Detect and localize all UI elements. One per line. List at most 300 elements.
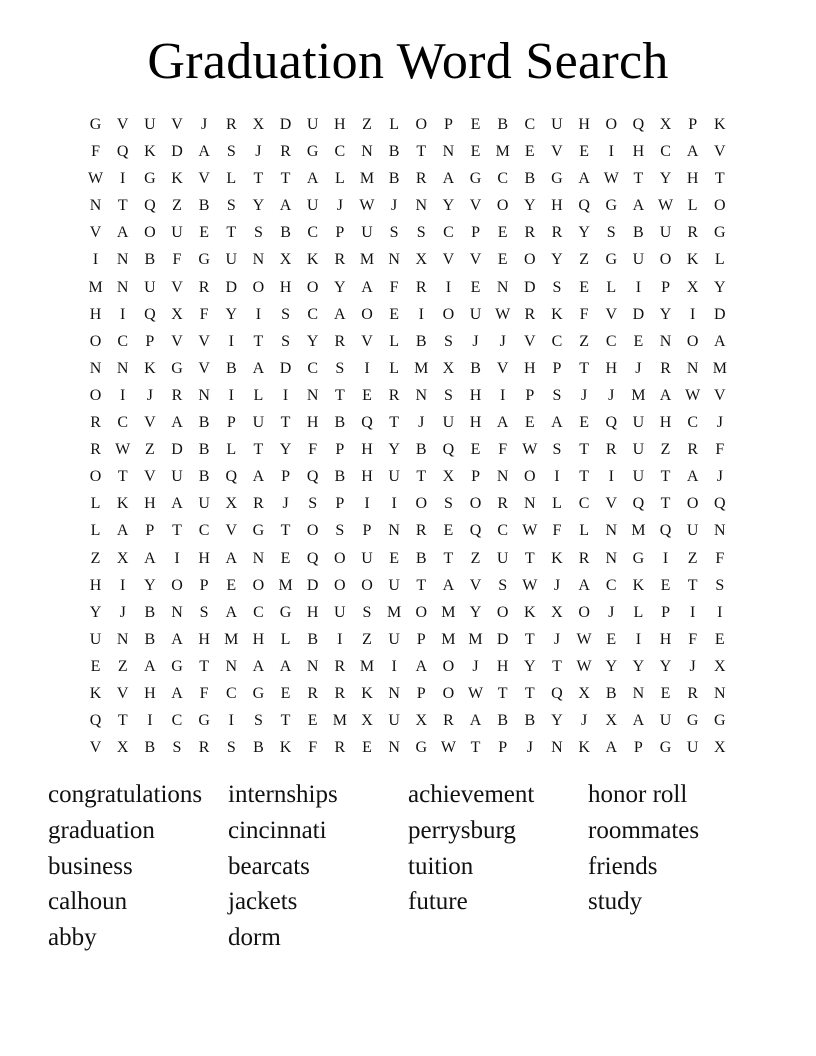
grid-letter[interactable]: V — [469, 251, 482, 269]
grid-letter[interactable]: U — [551, 116, 563, 133]
grid-letter[interactable]: M — [387, 603, 402, 621]
grid-letter[interactable]: Q — [551, 684, 563, 702]
grid-letter[interactable]: L — [389, 332, 399, 350]
grid-letter[interactable]: R — [90, 414, 101, 432]
grid-letter[interactable]: H — [361, 468, 373, 486]
grid-letter[interactable]: Y — [469, 603, 482, 621]
grid-letter[interactable]: A — [415, 657, 428, 675]
grid-letter[interactable]: N — [388, 739, 400, 757]
grid-letter[interactable]: P — [688, 116, 698, 133]
grid-letter[interactable]: C — [578, 495, 590, 513]
grid-letter[interactable]: E — [524, 143, 535, 161]
grid-letter[interactable]: R — [415, 278, 427, 296]
grid-letter[interactable]: O — [252, 278, 265, 296]
grid-letter[interactable]: D — [279, 359, 292, 377]
grid-letter[interactable]: I — [147, 712, 153, 730]
grid-letter[interactable]: Q — [144, 197, 156, 215]
grid-letter[interactable]: H — [686, 170, 699, 188]
grid-letter[interactable]: K — [171, 170, 183, 188]
grid-letter[interactable]: J — [472, 332, 479, 350]
grid-letter[interactable]: N — [361, 143, 373, 161]
grid-letter[interactable]: K — [144, 359, 156, 377]
grid-letter[interactable]: P — [552, 359, 562, 377]
grid-letter[interactable]: U — [388, 576, 400, 594]
grid-letter[interactable]: T — [253, 332, 264, 350]
grid-letter[interactable]: C — [334, 143, 346, 161]
grid-letter[interactable]: V — [714, 143, 726, 161]
grid-letter[interactable]: G — [714, 712, 726, 730]
grid-letter[interactable]: O — [144, 224, 156, 242]
grid-letter[interactable]: S — [389, 224, 399, 242]
grid-letter[interactable]: W — [522, 441, 538, 459]
grid-letter[interactable]: S — [253, 224, 263, 242]
grid-letter[interactable]: X — [686, 278, 699, 296]
grid-letter[interactable]: V — [89, 224, 102, 242]
grid-letter[interactable]: K — [144, 143, 156, 161]
grid-letter[interactable]: D — [306, 576, 319, 594]
grid-letter[interactable]: B — [605, 684, 617, 702]
grid-letter[interactable]: N — [442, 143, 455, 161]
grid-letter[interactable]: R — [524, 305, 536, 323]
grid-letter[interactable]: N — [659, 332, 672, 350]
grid-letter[interactable]: A — [442, 170, 455, 188]
grid-letter[interactable]: U — [171, 468, 183, 486]
grid-letter[interactable]: N — [116, 278, 129, 296]
grid-letter[interactable]: Y — [144, 576, 156, 594]
grid-letter[interactable]: O — [605, 116, 618, 133]
grid-letter[interactable]: F — [199, 684, 209, 702]
grid-letter[interactable]: N — [116, 359, 129, 377]
grid-letter[interactable]: Y — [659, 657, 672, 675]
grid-letter[interactable]: T — [416, 576, 427, 594]
grid-letter[interactable]: B — [415, 441, 427, 459]
grid-letter[interactable]: A — [225, 549, 238, 567]
grid-letter[interactable]: Z — [362, 630, 372, 648]
grid-letter[interactable]: G — [659, 739, 672, 757]
grid-letter[interactable]: T — [172, 522, 182, 540]
grid-letter[interactable]: M — [631, 522, 646, 540]
grid-letter[interactable]: M — [332, 712, 347, 730]
grid-letter[interactable]: T — [280, 414, 291, 432]
grid-letter[interactable]: R — [443, 712, 454, 730]
grid-letter[interactable]: O — [686, 495, 699, 513]
grid-letter[interactable]: C — [497, 170, 509, 188]
grid-letter[interactable]: W — [495, 305, 511, 323]
grid-letter[interactable]: H — [334, 116, 346, 133]
grid-letter[interactable]: Z — [470, 549, 481, 567]
grid-letter[interactable]: O — [496, 603, 509, 621]
grid-letter[interactable]: N — [714, 684, 726, 702]
grid-letter[interactable]: V — [116, 684, 129, 702]
grid-letter[interactable]: S — [199, 603, 209, 621]
grid-letter[interactable]: X — [116, 549, 129, 567]
grid-letter[interactable]: T — [579, 468, 589, 486]
grid-letter[interactable]: A — [171, 414, 183, 432]
grid-letter[interactable]: L — [389, 116, 399, 133]
grid-letter[interactable]: X — [225, 495, 238, 513]
grid-letter[interactable]: W — [657, 197, 674, 215]
grid-letter[interactable]: K — [578, 739, 590, 757]
grid-letter[interactable]: O — [89, 386, 102, 404]
grid-letter[interactable]: A — [686, 143, 699, 161]
grid-letter[interactable]: F — [308, 739, 318, 757]
grid-letter[interactable]: S — [281, 332, 290, 350]
grid-letter[interactable]: H — [551, 197, 563, 215]
grid-letter[interactable]: A — [659, 386, 672, 404]
grid-letter[interactable]: Z — [579, 251, 589, 269]
grid-letter[interactable]: K — [551, 549, 563, 567]
grid-letter[interactable]: N — [415, 197, 428, 215]
grid-letter[interactable]: R — [687, 684, 698, 702]
grid-letter[interactable]: S — [552, 441, 562, 459]
grid-letter[interactable]: X — [578, 684, 590, 702]
grid-letter[interactable]: M — [278, 576, 293, 594]
grid-letter[interactable]: I — [445, 278, 452, 296]
grid-letter[interactable]: R — [660, 359, 671, 377]
grid-letter[interactable]: F — [199, 305, 209, 323]
grid-letter[interactable]: A — [334, 305, 346, 323]
grid-letter[interactable]: F — [715, 549, 725, 567]
grid-letter[interactable]: Y — [334, 278, 346, 296]
grid-letter[interactable]: T — [226, 224, 237, 242]
grid-letter[interactable]: A — [442, 576, 455, 594]
grid-letter[interactable]: B — [225, 359, 237, 377]
grid-letter[interactable]: P — [416, 684, 426, 702]
grid-letter[interactable]: B — [415, 332, 427, 350]
grid-letter[interactable]: D — [279, 116, 292, 133]
grid-letter[interactable]: N — [89, 197, 102, 215]
grid-letter[interactable]: T — [524, 684, 535, 702]
grid-letter[interactable]: N — [551, 739, 563, 757]
grid-letter[interactable]: R — [307, 684, 319, 702]
grid-letter[interactable]: A — [361, 278, 373, 296]
grid-letter[interactable]: U — [252, 414, 265, 432]
grid-letter[interactable]: A — [144, 657, 156, 675]
grid-letter[interactable]: U — [632, 414, 645, 432]
grid-letter[interactable]: I — [690, 305, 696, 323]
grid-letter[interactable]: P — [471, 224, 480, 242]
grid-letter[interactable]: L — [226, 441, 237, 459]
grid-letter[interactable]: E — [660, 576, 671, 594]
grid-letter[interactable]: O — [361, 576, 373, 594]
grid-letter[interactable]: S — [606, 224, 616, 242]
grid-letter[interactable]: U — [306, 197, 319, 215]
grid-letter[interactable]: B — [334, 468, 346, 486]
grid-letter[interactable]: S — [715, 576, 725, 594]
grid-letter[interactable]: Z — [172, 197, 182, 215]
grid-letter[interactable]: X — [116, 739, 129, 757]
grid-letter[interactable]: A — [171, 684, 183, 702]
grid-letter[interactable]: E — [579, 278, 589, 296]
grid-letter[interactable]: Q — [659, 522, 672, 540]
grid-letter[interactable]: K — [524, 603, 536, 621]
grid-letter[interactable]: O — [306, 522, 319, 540]
grid-letter[interactable]: B — [198, 468, 210, 486]
grid-letter[interactable]: F — [308, 441, 318, 459]
grid-letter[interactable]: O — [524, 251, 536, 269]
grid-letter[interactable]: X — [252, 116, 265, 133]
grid-letter[interactable]: Y — [306, 332, 319, 350]
grid-letter[interactable]: D — [225, 278, 238, 296]
grid-letter[interactable]: O — [659, 251, 672, 269]
grid-letter[interactable]: O — [89, 332, 102, 350]
grid-letter[interactable]: Z — [144, 441, 155, 459]
grid-letter[interactable]: P — [443, 116, 453, 133]
grid-letter[interactable]: B — [470, 359, 481, 377]
grid-letter[interactable]: J — [608, 386, 615, 404]
grid-letter[interactable]: S — [253, 712, 263, 730]
grid-letter[interactable]: G — [198, 251, 210, 269]
grid-letter[interactable]: S — [443, 386, 453, 404]
grid-letter[interactable]: N — [388, 684, 400, 702]
grid-letter[interactable]: C — [524, 116, 536, 133]
grid-letter[interactable]: H — [659, 414, 672, 432]
grid-letter[interactable]: Q — [225, 468, 238, 486]
grid-letter[interactable]: J — [336, 197, 343, 215]
grid-letter[interactable]: G — [171, 359, 183, 377]
grid-letter[interactable]: N — [171, 603, 183, 621]
grid-letter[interactable]: A — [551, 414, 563, 432]
grid-letter[interactable]: E — [633, 332, 644, 350]
grid-letter[interactable]: I — [391, 657, 397, 675]
grid-letter[interactable]: A — [632, 712, 645, 730]
grid-letter[interactable]: N — [714, 522, 726, 540]
grid-letter[interactable]: N — [252, 549, 265, 567]
grid-letter[interactable]: I — [500, 386, 506, 404]
grid-letter[interactable]: M — [359, 170, 375, 188]
grid-letter[interactable]: N — [524, 495, 536, 513]
grid-letter[interactable]: N — [198, 386, 210, 404]
grid-letter[interactable]: G — [632, 549, 645, 567]
grid-letter[interactable]: Y — [225, 305, 238, 323]
grid-letter[interactable]: W — [576, 657, 592, 675]
grid-letter[interactable]: F — [91, 143, 101, 161]
grid-letter[interactable]: I — [608, 468, 614, 486]
grid-letter[interactable]: Y — [632, 657, 645, 675]
grid-letter[interactable]: S — [552, 278, 562, 296]
grid-letter[interactable]: W — [522, 522, 538, 540]
grid-letter[interactable]: V — [171, 278, 183, 296]
grid-letter[interactable]: R — [253, 495, 264, 513]
grid-letter[interactable]: L — [253, 386, 264, 404]
grid-letter[interactable]: U — [144, 116, 156, 133]
grid-letter[interactable]: G — [198, 712, 210, 730]
grid-letter[interactable]: T — [497, 684, 508, 702]
grid-letter[interactable]: X — [605, 712, 618, 730]
grid-letter[interactable]: C — [117, 332, 129, 350]
grid-letter[interactable]: I — [690, 603, 696, 621]
grid-letter[interactable]: B — [497, 116, 509, 133]
grid-letter[interactable]: E — [579, 414, 589, 432]
grid-letter[interactable]: I — [662, 549, 669, 567]
grid-letter[interactable]: G — [89, 116, 102, 133]
grid-letter[interactable]: F — [715, 441, 725, 459]
grid-letter[interactable]: J — [608, 603, 615, 621]
grid-letter[interactable]: P — [471, 468, 480, 486]
grid-letter[interactable]: L — [633, 603, 644, 621]
grid-letter[interactable]: L — [389, 359, 399, 377]
grid-letter[interactable]: S — [498, 576, 508, 594]
grid-letter[interactable]: Y — [89, 603, 102, 621]
grid-letter[interactable]: F — [579, 305, 589, 323]
grid-letter[interactable]: Y — [659, 305, 672, 323]
grid-letter[interactable]: R — [551, 224, 563, 242]
grid-letter[interactable]: N — [116, 630, 129, 648]
grid-letter[interactable]: W — [522, 576, 538, 594]
grid-letter[interactable]: T — [253, 170, 264, 188]
grid-letter[interactable]: X — [442, 359, 455, 377]
grid-letter[interactable]: B — [524, 712, 536, 730]
grid-letter[interactable]: H — [578, 116, 590, 133]
grid-letter[interactable]: P — [661, 603, 670, 621]
grid-letter[interactable]: Y — [659, 170, 672, 188]
grid-letter[interactable]: Q — [442, 441, 455, 459]
grid-letter[interactable]: R — [171, 386, 183, 404]
grid-letter[interactable]: D — [714, 305, 726, 323]
grid-letter[interactable]: X — [415, 251, 428, 269]
grid-letter[interactable]: A — [171, 630, 183, 648]
grid-letter[interactable]: J — [119, 603, 126, 621]
grid-letter[interactable]: O — [415, 495, 428, 513]
grid-letter[interactable]: A — [225, 603, 238, 621]
grid-letter[interactable]: Y — [714, 278, 726, 296]
grid-letter[interactable]: Q — [632, 495, 645, 513]
grid-letter[interactable]: O — [714, 197, 726, 215]
grid-letter[interactable]: T — [443, 549, 454, 567]
grid-letter[interactable]: B — [198, 414, 210, 432]
grid-letter[interactable]: B — [633, 224, 644, 242]
grid-letter[interactable]: E — [660, 684, 671, 702]
grid-letter[interactable]: Y — [578, 224, 590, 242]
grid-letter[interactable]: B — [253, 739, 264, 757]
grid-letter[interactable]: H — [524, 359, 536, 377]
grid-letter[interactable]: Q — [306, 468, 319, 486]
grid-letter[interactable]: A — [686, 468, 699, 486]
grid-letter[interactable]: A — [714, 332, 726, 350]
grid-letter[interactable]: Q — [605, 414, 618, 432]
grid-letter[interactable]: H — [144, 684, 156, 702]
grid-letter[interactable]: V — [469, 576, 482, 594]
grid-letter[interactable]: R — [415, 170, 427, 188]
grid-letter[interactable]: P — [335, 441, 345, 459]
grid-letter[interactable]: A — [469, 712, 482, 730]
grid-letter[interactable]: I — [228, 332, 234, 350]
grid-letter[interactable]: Y — [388, 441, 400, 459]
grid-letter[interactable]: U — [388, 712, 400, 730]
grid-letter[interactable]: E — [280, 684, 291, 702]
grid-letter[interactable]: P — [416, 630, 426, 648]
grid-letter[interactable]: V — [198, 332, 210, 350]
grid-letter[interactable]: A — [578, 170, 590, 188]
grid-letter[interactable]: M — [88, 278, 103, 296]
grid-letter[interactable]: H — [252, 630, 265, 648]
grid-letter[interactable]: L — [606, 278, 617, 296]
grid-letter[interactable]: G — [171, 657, 183, 675]
grid-letter[interactable]: B — [144, 603, 156, 621]
grid-letter[interactable]: L — [552, 495, 562, 513]
grid-letter[interactable]: A — [252, 657, 265, 675]
grid-letter[interactable]: V — [524, 332, 536, 350]
grid-letter[interactable]: E — [470, 143, 481, 161]
grid-letter[interactable]: P — [199, 576, 209, 594]
grid-letter[interactable]: K — [714, 116, 726, 133]
grid-letter[interactable]: O — [469, 495, 482, 513]
grid-letter[interactable]: G — [415, 739, 428, 757]
grid-letter[interactable]: E — [389, 549, 399, 567]
grid-letter[interactable]: C — [660, 143, 671, 161]
grid-letter[interactable]: N — [632, 684, 645, 702]
grid-letter[interactable]: I — [364, 495, 370, 513]
grid-letter[interactable]: R — [687, 224, 698, 242]
grid-letter[interactable]: N — [686, 359, 699, 377]
grid-letter[interactable]: B — [198, 441, 210, 459]
grid-letter[interactable]: K — [361, 684, 373, 702]
grid-letter[interactable]: Q — [89, 712, 102, 730]
grid-letter[interactable]: W — [576, 630, 592, 648]
grid-letter[interactable]: C — [307, 305, 319, 323]
grid-letter[interactable]: D — [171, 143, 183, 161]
grid-letter[interactable]: N — [252, 251, 265, 269]
grid-letter[interactable]: V — [144, 468, 156, 486]
grid-letter[interactable]: S — [172, 739, 182, 757]
grid-letter[interactable]: U — [632, 468, 645, 486]
grid-letter[interactable]: P — [226, 414, 236, 432]
grid-letter[interactable]: U — [361, 224, 373, 242]
grid-letter[interactable]: T — [579, 359, 589, 377]
grid-letter[interactable]: D — [524, 278, 536, 296]
grid-letter[interactable]: H — [361, 441, 373, 459]
grid-letter[interactable]: N — [89, 359, 102, 377]
grid-letter[interactable]: V — [469, 197, 482, 215]
grid-letter[interactable]: M — [414, 359, 429, 377]
grid-letter[interactable]: J — [255, 143, 262, 161]
grid-letter[interactable]: T — [579, 441, 589, 459]
grid-letter[interactable]: U — [659, 224, 672, 242]
grid-letter[interactable]: R — [198, 739, 210, 757]
grid-letter[interactable]: B — [415, 549, 427, 567]
grid-letter[interactable]: E — [470, 116, 481, 133]
grid-letter[interactable]: C — [307, 359, 319, 377]
grid-letter[interactable]: S — [443, 332, 453, 350]
grid-letter[interactable]: V — [361, 332, 373, 350]
grid-letter[interactable]: I — [120, 386, 126, 404]
grid-letter[interactable]: S — [362, 603, 372, 621]
grid-letter[interactable]: E — [470, 278, 481, 296]
grid-letter[interactable]: O — [306, 278, 319, 296]
grid-letter[interactable]: J — [716, 414, 723, 432]
grid-letter[interactable]: O — [442, 305, 455, 323]
grid-letter[interactable]: S — [281, 305, 290, 323]
grid-letter[interactable]: G — [469, 170, 482, 188]
grid-letter[interactable]: J — [146, 386, 153, 404]
grid-letter[interactable]: E — [606, 630, 617, 648]
grid-letter[interactable]: R — [415, 522, 427, 540]
grid-letter[interactable]: T — [117, 197, 128, 215]
grid-letter[interactable]: N — [496, 278, 509, 296]
grid-letter[interactable]: T — [660, 495, 671, 513]
grid-letter[interactable]: L — [334, 170, 345, 188]
grid-letter[interactable]: S — [226, 739, 236, 757]
grid-letter[interactable]: W — [467, 684, 484, 702]
grid-letter[interactable]: Y — [279, 441, 292, 459]
grid-letter[interactable]: O — [361, 305, 373, 323]
grid-letter[interactable]: F — [498, 441, 508, 459]
grid-letter[interactable]: E — [280, 549, 291, 567]
grid-letter[interactable]: M — [441, 630, 456, 648]
grid-letter[interactable]: O — [252, 576, 265, 594]
grid-letter[interactable]: O — [496, 197, 509, 215]
grid-letter[interactable]: U — [171, 224, 183, 242]
